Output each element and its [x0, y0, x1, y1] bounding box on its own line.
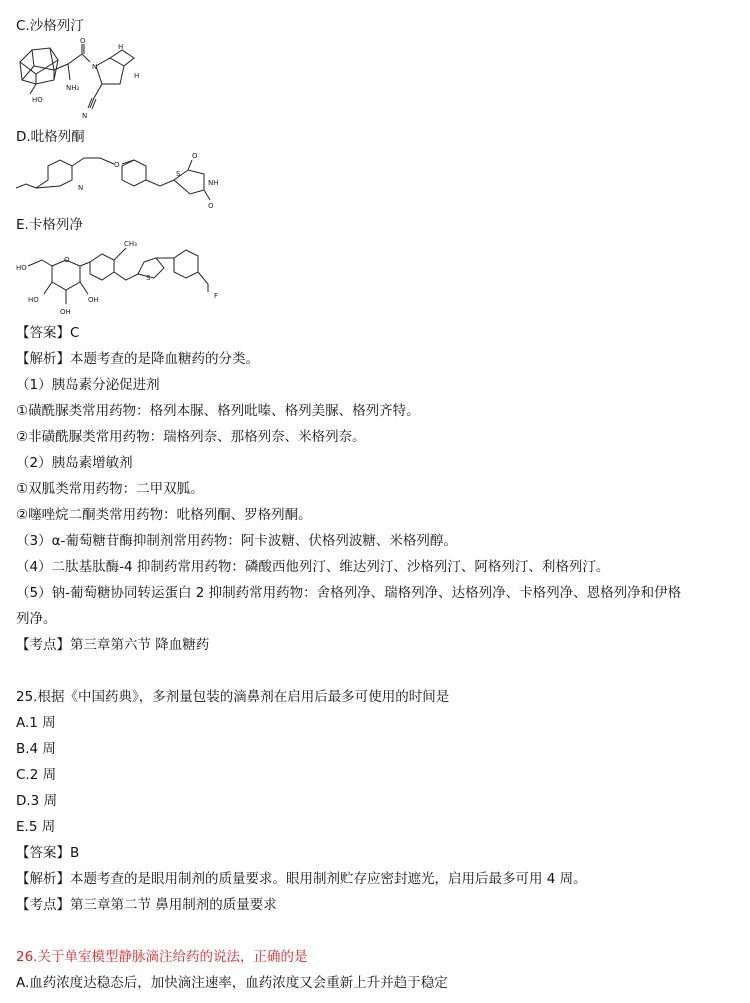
pyridine-n-label: N [78, 184, 84, 192]
option-c: C.沙格列汀 [16, 18, 84, 34]
q26-option-a: A.血药浓度达稳态后，加快滴注速率，血药浓度又会重新上升并趋于稳定 [16, 975, 448, 991]
ho-left-label: HO [16, 264, 27, 272]
q24-point-7: （3）α-葡萄糖苷酶抑制剂常用药物：阿卡波糖、伏格列波糖、米格列醇。 [16, 533, 457, 549]
bottom-o-label: O [208, 202, 214, 210]
oh-right-label: OH [88, 296, 99, 304]
h-right-label: H [134, 72, 140, 80]
oh-bottom-label: OH [60, 308, 71, 316]
q24-point-5: ①双胍类常用药物：二甲双胍。 [16, 481, 204, 497]
q24-point-9a: （5）钠-葡萄糖协同转运蛋白 2 抑制药常用药物：舍格列净、瑞格列净、达格列净、卡格列净、恩格列净和伊格 [16, 585, 682, 601]
thiophene-s-label: S [146, 274, 151, 282]
q25-option-b: B.4 周 [16, 741, 56, 757]
fluoro-label: F [214, 292, 219, 300]
q25-answer: 【答案】B [16, 845, 80, 861]
top-o-label: O [192, 152, 198, 160]
h-top-label: H [118, 43, 124, 51]
q24-point-3: ②非磺酰脲类常用药物：瑞格列奈、那格列奈、米格列奈。 [16, 429, 366, 445]
ring-n-label: N [92, 63, 98, 71]
ether-o-label: O [114, 161, 120, 169]
q25-exam-point: 【考点】第三章第二节 鼻用制剂的质量要求 [16, 897, 277, 913]
sulfur-label: S [176, 170, 181, 178]
q24-point-6: ②噻唑烷二酮类常用药物：吡格列酮、罗格列酮。 [16, 507, 312, 523]
q24-point-2: ①磺酰脲类常用药物：格列本脲、格列吡嗪、格列美脲、格列齐特。 [16, 403, 420, 419]
pioglitazone-structure [14, 148, 254, 214]
nitrile-n-label: N [82, 112, 88, 120]
q24-point-1: （1）胰岛素分泌促进剂 [16, 377, 160, 393]
option-e: E.卡格列净 [16, 217, 83, 233]
q25-question: 25.根据《中国药典》，多剂量包装的滴鼻剂在启用后最多可使用的时间是 [16, 689, 450, 705]
q25-analysis: 【解析】本题考查的是眼用制剂的质量要求。眼用制剂贮存应密封遮光，启用后最多可用 4 周。 [16, 871, 587, 887]
canagliflozin-structure [14, 236, 244, 318]
q26-question: 26.关于单室模型静脉滴注给药的说法，正确的是 [16, 949, 308, 965]
q25-option-c: C.2 周 [16, 767, 57, 783]
q24-analysis: 【解析】本题考查的是降血糖药的分类。 [16, 351, 259, 367]
ho-lower-label: HO [28, 296, 39, 304]
q24-point-4: （2）胰岛素增敏剂 [16, 455, 133, 471]
q25-option-d: D.3 周 [16, 793, 58, 809]
option-d: D.吡格列酮 [16, 129, 85, 145]
q25-option-e: E.5 周 [16, 819, 56, 835]
q25-option-a: A.1 周 [16, 715, 56, 731]
carbonyl-o-label: O [80, 37, 86, 45]
ch3-label: CH₃ [124, 240, 137, 248]
q24-point-8: （4）二肽基肽酶-4 抑制药常用药物：磷酸西他列汀、维达列汀、沙格列汀、阿格列汀、利格列汀。 [16, 559, 610, 575]
q24-point-9b: 列净。 [16, 611, 57, 627]
ho-label: HO [32, 96, 43, 104]
nh-label: NH [208, 179, 219, 187]
ring-o-label: O [64, 256, 70, 264]
saxagliptin-structure [14, 36, 164, 122]
q24-exam-point: 【考点】第三章第六节 降血糖药 [16, 637, 210, 653]
q24-answer: 【答案】C [16, 325, 80, 341]
nh2-label: NH₂ [66, 84, 80, 92]
